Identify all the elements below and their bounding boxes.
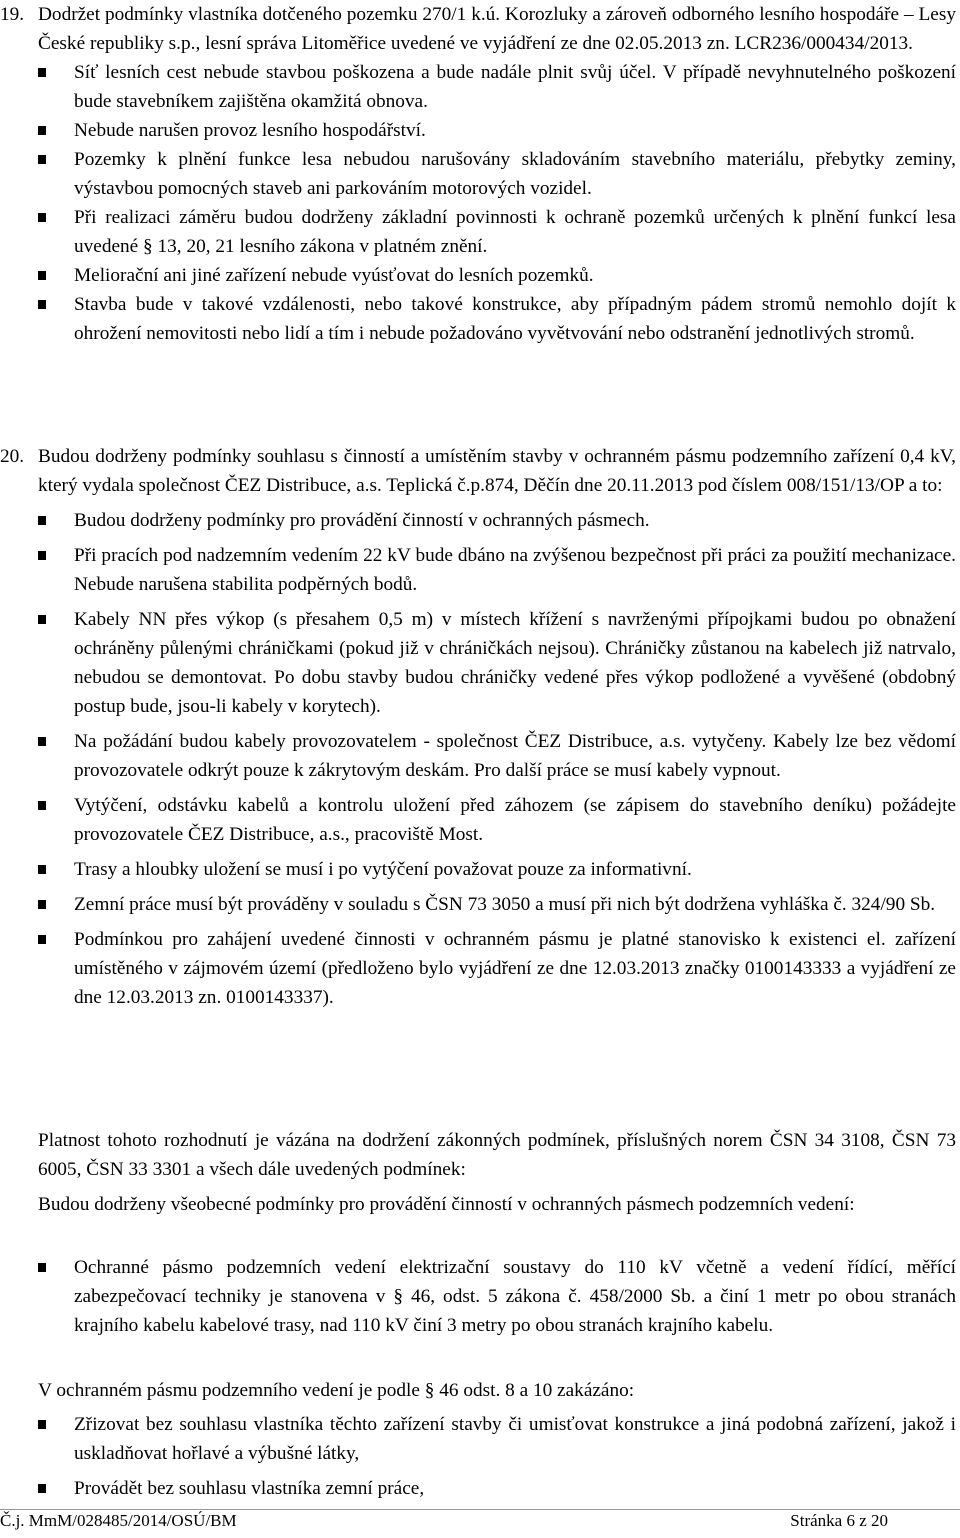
bullet-square-icon bbox=[38, 68, 46, 77]
list-item: Trasy a hloubky uložení se musí i po vytýčení považovat pouze za informativní. bbox=[38, 855, 956, 884]
list-item: Podmínkou pro zahájení uvedené činnosti v ochranném pásmu je platné stanovisko k existenci el. zařízení umístěného v zájmovém území (předloženo bylo vyjádření ze dne 12.03.2013 značky 0100143333 a vyjádření ze dne 12.03.2013 zn. 0100143337). bbox=[38, 925, 956, 1012]
bullet-square-icon bbox=[38, 271, 46, 280]
section-intro: Dodržet podmínky vlastníka dotčeného pozemku 270/1 k.ú. Korozluky a zároveň odborného lesního hospodáře – Lesy České republiky s.p., lesní správa Litoměřice uvedené ve vyjádření ze dne 02.05.2013 zn. LCR236/000434/2013. bbox=[38, 4, 956, 54]
section-intro: Budou dodrženy podmínky souhlasu s činností a umístěním stavby v ochranném pásmu podzemního zařízení 0,4 kV, který vydala společnost ČEZ Distribuce, a.s. Teplická č.p.874, Děčín dne 20.11.2013 pod číslem 008/151/13/OP a to: bbox=[38, 446, 956, 496]
bullet-square-icon bbox=[38, 300, 46, 309]
validity-paragraph: Platnost tohoto rozhodnutí je vázána na dodržení zákonných podmínek, příslušných norem ČSN 34 3108, ČSN 73 6005, ČSN 33 3301 a všech dále uvedených podmínek: bbox=[38, 1130, 956, 1180]
bullet-square-icon bbox=[38, 516, 46, 525]
forbidden-paragraph: V ochranném pásmu podzemního vedení je podle § 46 odst. 8 a 10 zakázáno: bbox=[38, 1380, 635, 1401]
list-item: Na požádání budou kabely provozovatelem - společnost ČEZ Distribuce, a.s. vytyčeny. Kabely lze bez vědomí provozovatele odkrýt pouze k zákrytovým deskám. Pro další práce se musí kabely vypnout. bbox=[38, 727, 956, 785]
document-reference: Č.j. MmM/028485/2014/OSÚ/BM bbox=[0, 1511, 237, 1530]
list-item: Zřizovat bez souhlasu vlastníka těchto zařízení stavby či umisťovat konstrukce a jiná podobná zařízení, jakož i uskladňovat hořlavé a výbušné látky, bbox=[38, 1410, 956, 1468]
list-item: Pozemky k plnění funkce lesa nebudou narušovány skladováním stavebního materiálu, přebytky zeminy, výstavbou pomocných staveb ani parkováním motorových vozidel. bbox=[38, 145, 956, 203]
list-item: Při pracích pod nadzemním vedením 22 kV bude dbáno na zvýšenou bezpečnost při práci za použití mechanizace. Nebude narušena stabilita podpěrných bodů. bbox=[38, 541, 956, 599]
bullet-square-icon bbox=[38, 1263, 46, 1272]
bullet-square-icon bbox=[38, 1420, 46, 1429]
forbidden-list bbox=[38, 1410, 956, 1503]
general-conditions-paragraph: Budou dodrženy všeobecné podmínky pro provádění činností v ochranných pásmech podzemních vedení: bbox=[38, 1194, 855, 1215]
list-item: Zemní práce musí být prováděny v souladu s ČSN 73 3050 a musí při nich být dodržena vyhláška č. 324/90 Sb. bbox=[38, 890, 956, 919]
bullet-square-icon bbox=[38, 155, 46, 164]
bullet-square-icon bbox=[38, 900, 46, 909]
section-20 bbox=[0, 442, 960, 1012]
section-number: 19. bbox=[0, 4, 25, 25]
list-item: Při realizaci záměru budou dodrženy základní povinnosti k ochraně pozemků určených k plnění funkcí lesa uvedené § 13, 20, 21 lesního zákona v platném znění. bbox=[38, 203, 956, 261]
list-item: Nebude narušen provoz lesního hospodářství. bbox=[38, 116, 956, 145]
list-item: Ochranné pásmo podzemních vedení elektrizační soustavy do 110 kV včetně a vedení řídící, měřící zabezpečovací techniky je stanovena v § 46, odst. 5 zákona č. 458/2000 Sb. a činí 1 metr po obou stranách krajního kabelu kabelové trasy, nad 110 kV činí 3 metry po obou stranách krajního kabelu. bbox=[38, 1253, 956, 1340]
bullet-square-icon bbox=[38, 865, 46, 874]
bullet-square-icon bbox=[38, 551, 46, 560]
bullet-square-icon bbox=[38, 615, 46, 624]
bullet-square-icon bbox=[38, 213, 46, 222]
list-item: Meliorační ani jiné zařízení nebude vyúsťovat do lesních pozemků. bbox=[38, 261, 956, 290]
list-item: Kabely NN přes výkop (s přesahem 0,5 m) v místech křížení s navrženými přípojkami budou po obnažení ochráněny půlenými chráničkami (pokud již v chráničkách nejsou). Chráničky zůstanou na kabelech již natrvalo, nebudou se demontovat. Po dobu stavby budou chráničky vedené přes výkop podložené a vyvěšené (obdobný postup bude, jsou-li kabely v korytech). bbox=[38, 605, 956, 721]
general-conditions-list bbox=[38, 1253, 956, 1340]
bullet-square-icon bbox=[38, 737, 46, 746]
condition-list bbox=[38, 506, 956, 1012]
list-item: Síť lesních cest nebude stavbou poškozena a bude nadále plnit svůj účel. V případě nevyhnutelného poškození bude stavebníkem zajištěna okamžitá obnova. bbox=[38, 58, 956, 116]
list-item: Vytýčení, odstávku kabelů a kontrolu uložení před záhozem (se zápisem do stavebního deníku) požádejte provozovatele ČEZ Distribuce, a.s., pracoviště Most. bbox=[38, 791, 956, 849]
list-item: Stavba bude v takové vzdálenosti, nebo takové konstrukce, aby případným pádem stromů nemohlo dojít k ohrožení nemovitosti nebo lidí a tím i nebude požadováno vyvětvování nebo odstranění jednotlivých stromů. bbox=[38, 290, 956, 348]
bullet-square-icon bbox=[38, 801, 46, 810]
bullet-square-icon bbox=[38, 935, 46, 944]
page-number: Stránka 6 z 20 bbox=[790, 1511, 888, 1530]
bullet-square-icon bbox=[38, 126, 46, 135]
condition-list bbox=[38, 58, 956, 348]
section-number: 20. bbox=[0, 446, 25, 467]
bullet-square-icon bbox=[38, 1484, 46, 1493]
list-item: Budou dodrženy podmínky pro provádění činností v ochranných pásmech. bbox=[38, 506, 956, 535]
list-item: Provádět bez souhlasu vlastníka zemní práce, bbox=[38, 1474, 956, 1503]
section-19 bbox=[0, 0, 960, 348]
